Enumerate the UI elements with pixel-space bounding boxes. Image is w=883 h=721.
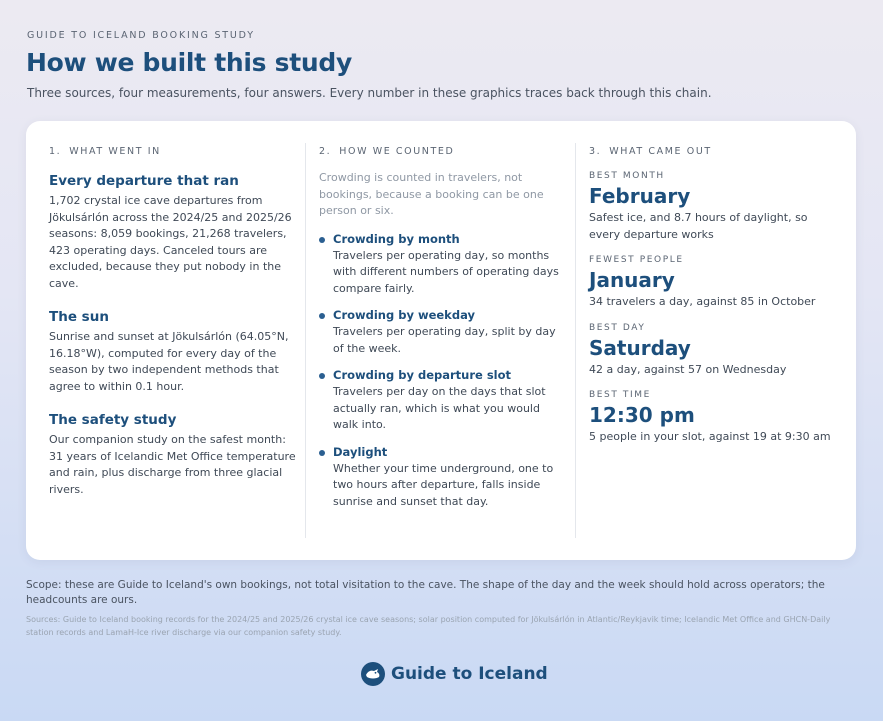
source-block xyxy=(49,309,299,395)
answer-label: BEST DAY xyxy=(589,322,646,333)
method-body: Whether your time underground, one to two hours after departure, falls inside sunrise and sunset that day. xyxy=(333,461,554,508)
column-heading-label: HOW WE COUNTED xyxy=(339,146,455,157)
eyebrow: GUIDE TO ICELAND BOOKING STUDY xyxy=(27,30,255,41)
source-body: Sunrise and sunset at Jökulsárlón (64.05°N, 16.18°W), computed for every day of the season by two independent methods that agree to within 0.1 hour. xyxy=(49,330,289,393)
answer-detail: 34 travelers a day, against 85 in October xyxy=(589,295,816,308)
answer-value: January xyxy=(589,268,675,292)
answer-label: BEST MONTH xyxy=(589,171,665,181)
answer-value: Saturday xyxy=(589,335,691,360)
column-divider xyxy=(305,143,306,538)
scope-note: Scope: these are Guide to Iceland's own bookings, not total visitation to the cave. The shape of the day and the week should hold across operators; the headcounts are ours. xyxy=(26,579,825,606)
column-heading-label: WHAT WENT IN xyxy=(69,146,161,157)
source-block xyxy=(49,173,299,292)
answer-block xyxy=(589,171,839,243)
source-block xyxy=(49,412,299,498)
method-item xyxy=(319,232,565,298)
method-title: Crowding by departure slot xyxy=(333,368,512,382)
column-number: 1. xyxy=(49,146,62,157)
answer-label: BEST TIME xyxy=(589,390,651,400)
method-body: Travelers per operating day, split by day of the week. xyxy=(333,325,556,355)
column-number: 3. xyxy=(589,146,602,157)
answer-value: February xyxy=(589,184,691,208)
source-body: 1,702 crystal ice cave departures from Jökulsárlón across the 2024/25 and 2025/26 seasons: 8,059 bookings, 21,268 travelers, 423 operating days. Canceled tours are excluded, because they put nobody in the cave. xyxy=(49,194,292,290)
answer-block xyxy=(589,323,839,379)
answer-value: 12:30 pm xyxy=(589,403,695,427)
column-heading xyxy=(589,146,839,157)
column-divider xyxy=(575,143,576,538)
column-heading-label: WHAT CAME OUT xyxy=(609,146,712,157)
column-heading xyxy=(319,146,565,157)
source-body: Our companion study on the safest month: 31 years of Icelandic Met Office temperature and rain, plus discharge from three glacial rivers. xyxy=(49,433,296,496)
answer-block xyxy=(589,255,839,311)
method-body: Travelers per operating day, so months with different numbers of operating days compare fairly. xyxy=(333,248,559,295)
method-title: Daylight xyxy=(333,444,388,459)
method-item xyxy=(319,445,565,511)
source-title: Every departure that ran xyxy=(49,173,239,189)
page-subtitle: Three sources, four measurements, four answers. Every number in these graphics traces back through this chain. xyxy=(27,86,712,100)
answer-detail: 42 a day, against 57 on Wednesday xyxy=(589,362,787,376)
brand-name: Guide to Iceland xyxy=(391,664,548,684)
method-title: Crowding by month xyxy=(333,231,460,246)
column-what-went-in xyxy=(49,143,299,538)
method-item xyxy=(319,308,565,357)
method-intro: Crowding is counted in travelers, not bookings, because a booking can be one person or six. xyxy=(319,171,544,217)
column-number: 2. xyxy=(319,146,332,157)
study-card xyxy=(26,121,856,560)
brand-logo[interactable] xyxy=(361,660,548,688)
page-title: How we built this study xyxy=(26,48,352,77)
column-how-we-counted xyxy=(319,143,565,538)
sources-note: Sources: Guide to Iceland booking records for the 2024/25 and 2025/26 crystal ice cave seasons; solar position computed for Jökulsárlón in Atlantic/Reykjavik time; Icelandic Met Office and GHCN-Daily station records and LamaH-Ice river discharge via our companion safety study. xyxy=(26,615,831,637)
method-body: Travelers per day on the days that slot actually ran, which is what you would walk into. xyxy=(333,385,546,431)
method-item xyxy=(319,368,565,434)
puffin-icon xyxy=(361,662,385,686)
answer-detail: 5 people in your slot, against 19 at 9:30 am xyxy=(589,430,831,443)
answer-label: FEWEST PEOPLE xyxy=(589,255,684,265)
answer-detail: Safest ice, and 8.7 hours of daylight, so every departure works xyxy=(589,211,808,241)
source-title: The safety study xyxy=(49,412,177,428)
source-title: The sun xyxy=(49,309,109,325)
method-title: Crowding by weekday xyxy=(333,308,475,322)
column-what-came-out xyxy=(589,143,839,538)
answer-block xyxy=(589,390,839,446)
column-heading xyxy=(49,146,299,157)
